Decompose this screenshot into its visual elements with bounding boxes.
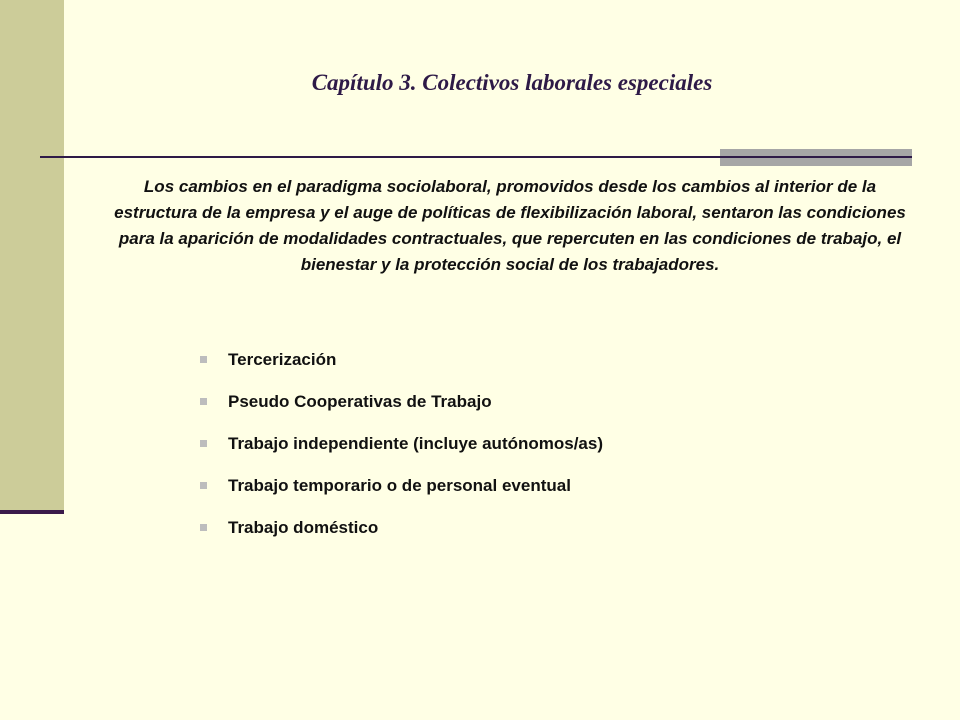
square-bullet-icon [200,524,207,531]
bullet-item-trabajo-independiente [200,432,603,474]
bullet-list [200,348,603,558]
bullet-item-trabajo-temporario [200,474,603,516]
bullet-text: Pseudo Cooperativas de Trabajo [228,392,492,411]
bullet-text: Trabajo doméstico [228,518,379,537]
bullet-item-tercerizacion [200,348,603,390]
slide-title: Capítulo 3. Colectivos laborales especiales [311,70,713,95]
bullet-item-pseudo-cooperativas [200,390,603,432]
bullet-text: Trabajo temporario o de personal eventual [228,476,571,495]
square-bullet-icon [200,356,207,363]
square-bullet-icon [200,440,207,447]
left-band-underline [0,510,64,514]
bullet-text: Trabajo independiente (incluye autónomos/as) [228,434,604,453]
bullet-item-trabajo-domestico [200,516,603,558]
square-bullet-icon [200,398,207,405]
left-decorative-band [0,0,64,510]
title-divider-accent [720,149,912,166]
square-bullet-icon [200,482,207,489]
bullet-text: Tercerización [228,350,337,369]
intro-paragraph: Los cambios en el paradigma sociolaboral, promovidos desde los cambios al interior de la estructura de la empresa y el auge de políticas de flexibilización laboral, sentaron las condiciones para la aparición de modalidades contractuales, que repercuten en las condiciones de trabajo, el bienestar y la protección social de los trabajadores. [114,177,906,274]
